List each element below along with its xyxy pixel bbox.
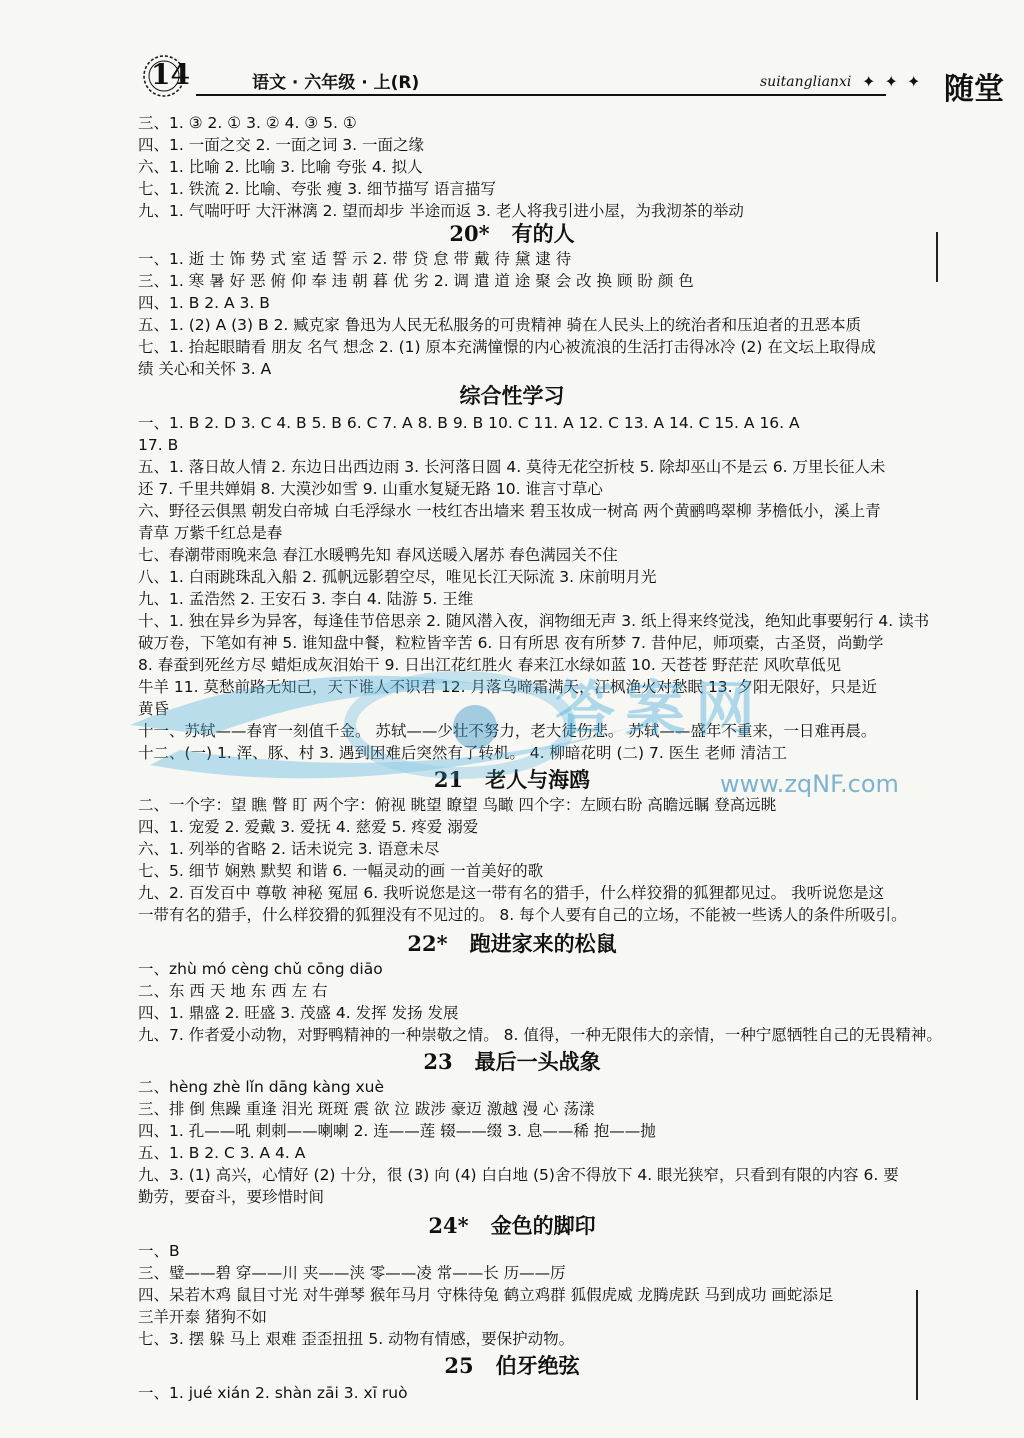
answer-line: 五、1. (2) A (3) B 2. 臧克家 鲁迅为人民无私服务的可贵精神 骑在人民头上的统治者和压迫者的丑恶本质 <box>138 316 862 334</box>
lesson-title: 跑进家来的松鼠 <box>469 932 617 956</box>
watermark-url: www.zqNF.com <box>720 770 899 798</box>
subject-label: 语文 · 六年级 · 上(R) <box>252 73 420 93</box>
answer-line: 一、B <box>138 1242 180 1260</box>
lesson-number: 20* <box>449 221 490 246</box>
page-number: 14 <box>151 58 190 91</box>
lesson-title: 金色的脚印 <box>490 1214 596 1238</box>
watermark-text: 答案网 <box>555 675 765 745</box>
answer-line: 七、春潮带雨晚来急 春江水暖鸭先知 春风送暖入屠苏 春色满园关不住 <box>138 546 618 564</box>
answer-line: 四、1. 鼎盛 2. 旺盛 3. 茂盛 4. 发挥 发扬 发展 <box>138 1004 459 1022</box>
answer-line: 一、1. B 2. D 3. C 4. B 5. B 6. C 7. A 8. B 9. B 10. C 11. A 12. C 13. A 14. C 15. A 16. A <box>138 414 800 432</box>
lesson-title: 有的人 <box>511 222 575 246</box>
lesson-title: 老人与海鸥 <box>485 768 591 792</box>
answer-line: 十二、(一) 1. 浑、豚、村 3. 遇到困难后突然有了转机。 4. 柳暗花明 (二) 7. 医生 老师 清洁工 <box>138 744 788 762</box>
lesson-number: 22* <box>407 931 448 956</box>
answer-line: 九、1. 气喘吁吁 大汗淋漓 2. 望而却步 半途而返 3. 老人将我引进小屋，为我沏茶的举动 <box>138 202 744 220</box>
answer-line: 三、1. ③ 2. ① 3. ② 4. ③ 5. ① <box>138 114 357 132</box>
answer-line: 六、1. 列举的省略 2. 话未说完 3. 语意未尽 <box>138 840 440 858</box>
answer-line: 一、1. 逝 士 饰 势 式 室 适 誓 示 2. 带 贷 怠 带 戴 待 黛 逮 待 <box>138 250 572 268</box>
answer-line: 八、1. 白雨跳珠乱入船 2. 孤帆远影碧空尽，唯见长江天际流 3. 床前明月光 <box>138 568 657 586</box>
header-rule <box>196 94 886 96</box>
answer-line: 牛羊 11. 莫愁前路无知己，天下谁人不识君 12. 月落乌啼霜满天，江枫渔火对愁眠 13. 夕阳无限好，只是近 <box>138 678 878 696</box>
lesson-heading <box>0 1048 1024 1076</box>
lesson-number: 21 <box>433 767 464 792</box>
answer-line: 17. B <box>138 436 179 454</box>
answer-line: 六、1. 比喻 2. 比喻 3. 比喻 夸张 4. 拟人 <box>138 158 423 176</box>
lesson-number: 25 <box>444 1353 474 1378</box>
answer-line: 绩 关心和关怀 3. A <box>138 360 272 378</box>
lesson-title: 最后一头战象 <box>474 1050 601 1074</box>
answer-line: 青草 万紫千红总是春 <box>138 524 283 542</box>
answer-line: 黄昏 <box>138 700 170 718</box>
answer-line: 十、1. 独在异乡为异客，每逢佳节倍思亲 2. 随风潜入夜，润物细无声 3. 纸上得来终觉浅，绝知此事要躬行 4. 读书 <box>138 612 930 630</box>
answer-line: 四、1. 宠爱 2. 爱戴 3. 爱抚 4. 慈爱 5. 疼爱 溺爱 <box>138 818 479 836</box>
answer-line: 勤劳，要奋斗，要珍惜时间 <box>138 1188 325 1206</box>
answer-line: 九、3. (1) 高兴，心情好 (2) 十分，很 (3) 向 (4) 白白地 (5)舍不得放下 4. 眼光狭窄，只看到有限的内容 6. 要 <box>138 1166 899 1184</box>
answer-line: 一、zhù mó cèng chǔ cōng diāo <box>138 960 383 978</box>
answer-line: 九、7. 作者爱小动物，对野鸭精神的一种崇敬之情。 8. 值得，一种无限伟大的亲情，一种宁愿牺牲自己的无畏精神。 <box>138 1026 942 1044</box>
answer-line: 十一、苏轼——春宵一刻值千金。 苏轼——少壮不努力，老大徒伤悲。 苏轼——盛年不重来，一日难再晨。 <box>138 722 877 740</box>
answer-line: 四、呆若木鸡 鼠目寸光 对牛弹琴 猴年马月 守株待兔 鹤立鸡群 狐假虎威 龙腾虎跃 马到成功 画蛇添足 <box>138 1286 834 1304</box>
answer-line: 三羊开泰 猪狗不如 <box>138 1308 267 1326</box>
answer-line: 三、1. 寒 暑 好 恶 俯 仰 奉 违 朝 暮 优 劣 2. 调 遣 道 途 聚 会 改 换 顾 盼 颜 色 <box>138 272 694 290</box>
answer-line: 四、1. 孔——吼 刺刺——喇喇 2. 连——莲 辍——缀 3. 息——稀 抱——抛 <box>138 1122 656 1140</box>
lesson-number: 24* <box>428 1213 469 1238</box>
answer-line: 二、东 西 天 地 东 西 左 右 <box>138 982 328 1000</box>
answer-line: 一、1. jué xián 2. shàn zāi 3. xī ruò <box>138 1384 408 1402</box>
answer-line: 四、1. B 2. A 3. B <box>138 294 270 312</box>
answer-line: 一带有名的猎手，什么样狡猾的狐狸没有不见过的。 8. 每个人要有自己的立场，不能被一些诱人的条件所吸引。 <box>138 906 907 924</box>
answer-line: 三、璧——碧 穿——川 夹——浃 零——凌 常——长 历——厉 <box>138 1264 566 1282</box>
lesson-heading <box>0 1352 1024 1380</box>
answer-line: 三、排 倒 焦躁 重逢 泪光 斑斑 震 欲 泣 跋涉 豪迈 激越 漫 心 荡漾 <box>138 1100 595 1118</box>
scan-edge-mark <box>916 1290 918 1400</box>
answer-line: 还 7. 千里共婵娟 8. 大漠沙如雪 9. 山重水复疑无路 10. 谁言寸草心 <box>138 480 603 498</box>
scan-edge-mark <box>936 232 938 282</box>
header-stars-icon: ✦ ✦ ✦ <box>862 72 923 91</box>
answer-line: 九、1. 孟浩然 2. 王安石 3. 李白 4. 陆游 5. 王维 <box>138 590 474 608</box>
answer-line: 九、2. 百发百中 尊敬 神秘 冤屈 6. 我听说您是这一带有名的猎手，什么样狡猾的狐狸都见过。 我听说您是这 <box>138 884 885 902</box>
lesson-title: 伯牙绝弦 <box>495 1354 580 1378</box>
answer-line: 二、hèng zhè lǐn dāng kàng xuè <box>138 1078 384 1096</box>
series-latin-label: suitanglianxi <box>760 74 852 90</box>
lesson-heading <box>0 220 1024 248</box>
answer-line: 五、1. 落日故人情 2. 东边日出西边雨 3. 长河落日圆 4. 莫待无花空折枝 5. 除却巫山不是云 6. 万里长征人未 <box>138 458 886 476</box>
section-heading: 综合性学习 <box>459 384 565 408</box>
answer-line: 七、5. 细节 娴熟 默契 和谐 6. 一幅灵动的画 一首美好的歌 <box>138 862 544 880</box>
answer-line: 破万卷，下笔如有神 5. 谁知盘中餐，粒粒皆辛苦 6. 日有所思 夜有所梦 7. 昔仲尼，师项橐，古圣贤，尚勤学 <box>138 634 884 652</box>
lesson-heading <box>0 1212 1024 1240</box>
series-tag: 随堂 <box>944 72 1004 107</box>
lesson-number: 23 <box>423 1049 453 1074</box>
answer-line: 五、1. B 2. C 3. A 4. A <box>138 1144 306 1162</box>
answer-line: 二、一个字：望 瞧 瞥 盯 两个字：俯视 眺望 瞭望 鸟瞰 四个字：左顾右盼 高瞻远瞩 登高远眺 <box>138 796 777 814</box>
lesson-heading <box>0 930 1024 958</box>
answer-line: 六、野径云俱黑 朝发白帝城 白毛浮绿水 一枝红杏出墙来 碧玉妆成一树高 两个黄鹂鸣翠柳 茅檐低小，溪上青 <box>138 502 881 520</box>
answer-line: 七、1. 铁流 2. 比喻、夸张 瘦 3. 细节描写 语言描写 <box>138 180 496 198</box>
answer-line: 七、3. 摆 躲 马上 艰难 歪歪扭扭 5. 动物有情感，要保护动物。 <box>138 1330 575 1348</box>
answer-line: 8. 春蚕到死丝方尽 蜡炬成灰泪始干 9. 日出江花红胜火 春来江水绿如蓝 10. 天苍苍 野茫茫 风吹草低见 <box>138 656 842 674</box>
answer-line: 四、1. 一面之交 2. 一面之词 3. 一面之缘 <box>138 136 425 154</box>
answer-line: 七、1. 抬起眼睛看 朋友 名气 想念 2. (1) 原本充满憧憬的内心被流浪的生活打击得冰冷 (2) 在文坛上取得成 <box>138 338 876 356</box>
